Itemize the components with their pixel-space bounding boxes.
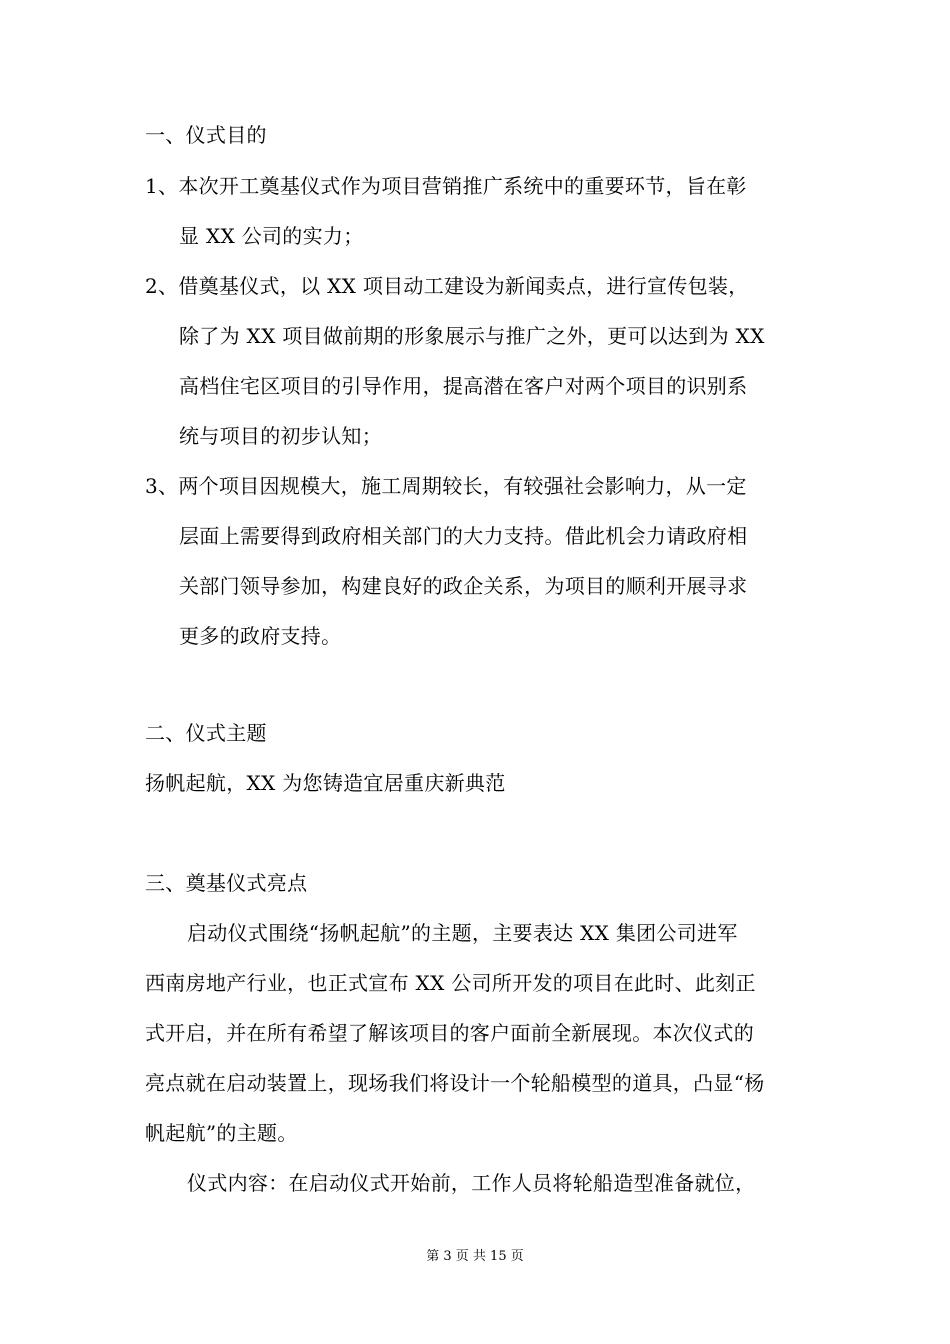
section3-para1-line4: 亮点就在启动装置上，现场我们将设计一个轮船模型的道具，凸显“杨 bbox=[145, 1071, 765, 1095]
section1-item1-line2: 显 XX 公司的实力； bbox=[179, 224, 364, 248]
section3-para2-line1: 仪式内容：在启动仪式开始前，工作人员将轮船造型准备就位， bbox=[187, 1171, 756, 1195]
section3-para1-line1: 启动仪式围绕“扬帆起航”的主题，主要表达 XX 集团公司进军 bbox=[187, 921, 738, 945]
section1-item3-line1: 3、两个项目因规模大，施工周期较长，有较强社会影响力，从一定 bbox=[145, 474, 747, 498]
section2-theme: 扬帆起航，XX 为您铸造宜居重庆新典范 bbox=[145, 771, 506, 795]
section1-item3-line4: 更多的政府支持。 bbox=[179, 624, 342, 648]
section3-heading: 三、奠基仪式亮点 bbox=[145, 871, 308, 895]
section1-item3-line3: 关部门领导参加，构建良好的政企关系，为项目的顺利开展寻求 bbox=[179, 574, 748, 598]
section1-item3-line2: 层面上需要得到政府相关部门的大力支持。借此机会力请政府相 bbox=[179, 524, 748, 548]
section3-para1-line5: 帆起航”的主题。 bbox=[145, 1121, 298, 1145]
section1-item2-line4: 统与项目的初步认知； bbox=[179, 424, 382, 448]
page-footer: 第 3 页 共 15 页 bbox=[426, 1249, 524, 1264]
section1-item2-line3: 高档住宅区项目的引导作用，提高潜在客户对两个项目的识别系 bbox=[179, 374, 748, 398]
section2-heading: 二、仪式主题 bbox=[145, 721, 267, 745]
section3-para1-line2: 西南房地产行业，也正式宣布 XX 公司所开发的项目在此时、此刻正 bbox=[145, 971, 756, 995]
section1-item1-line1: 1、本次开工奠基仪式作为项目营销推广系统中的重要环节，旨在彰 bbox=[145, 174, 747, 198]
section1-heading: 一、仪式目的 bbox=[145, 123, 267, 147]
section3-para1-line3: 式开启，并在所有希望了解该项目的客户面前全新展现。本次仪式的 bbox=[145, 1021, 754, 1045]
section1-item2-line1: 2、借奠基仪式，以 XX 项目动工建设为新闻卖点，进行宣传包装， bbox=[145, 274, 749, 298]
section1-item2-line2: 除了为 XX 项目做前期的形象展示与推广之外，更可以达到为 XX bbox=[179, 324, 765, 348]
